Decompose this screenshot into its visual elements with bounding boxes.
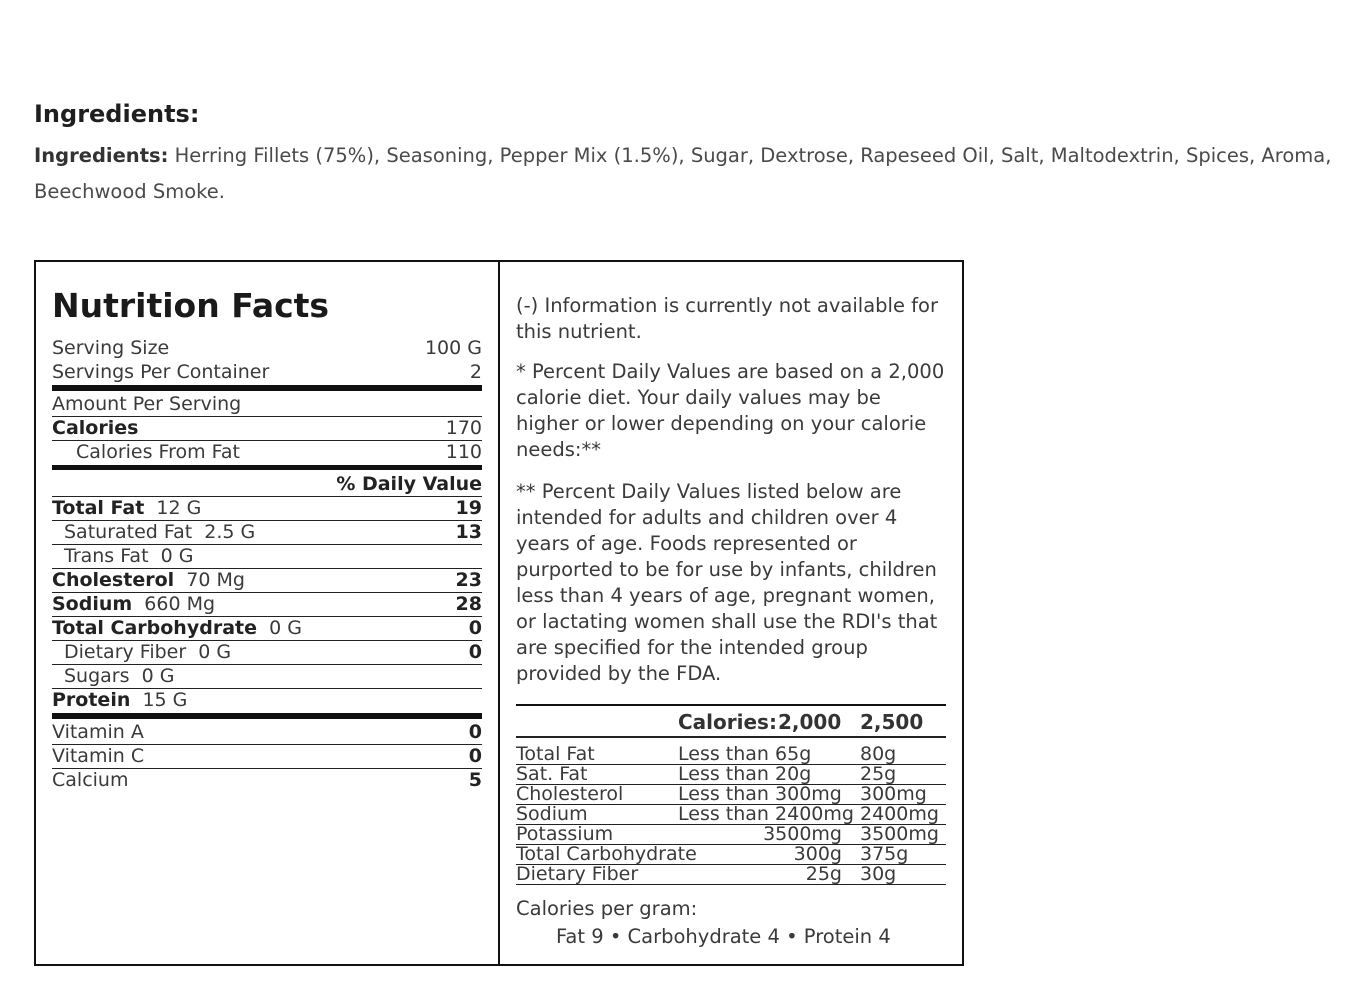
footnote-divider	[516, 704, 946, 706]
footnote-row	[516, 764, 946, 785]
vitamin-dv: 0	[468, 721, 482, 743]
footnote-row	[516, 784, 946, 805]
ingredients-list: Herring Fillets (75%), Seasoning, Pepper Mix (1.5%), Sugar, Dextrose, Rapeseed Oil, Salt, Maltodextrin, Spices, Aroma, Beechwood Smoke.	[34, 144, 1332, 203]
daily-values-note: * Percent Daily Values are based on a 2,000 calorie diet. Your daily values may be higher or lower depending on your calorie needs:**	[516, 360, 945, 461]
vitamin-row	[52, 768, 482, 792]
nutrient-amount: 15 G	[142, 689, 188, 711]
footnote-nutrient: Potassium	[516, 823, 614, 845]
nutrient-row	[52, 688, 482, 712]
footnote-qualifier: Less than 2400mg	[678, 803, 854, 825]
footnote-qualifier: Less than 300mg	[678, 783, 842, 805]
servings-value: 2	[469, 361, 482, 383]
nutrient-row	[52, 568, 482, 593]
nutrient-amount: 2.5 G	[204, 521, 256, 543]
ingredients-heading: Ingredients:	[34, 100, 200, 128]
nutrient-name: Trans Fat	[64, 545, 149, 567]
thick-divider	[52, 713, 482, 719]
vitamin-name: Vitamin A	[52, 721, 144, 743]
vitamin-name: Vitamin C	[52, 745, 145, 767]
vitamin-row	[52, 720, 482, 745]
daily-value-header-row	[52, 472, 482, 497]
nutrient-name: Protein	[52, 689, 131, 711]
vitamin-row	[52, 744, 482, 769]
nutrient-name: Dietary Fiber	[64, 641, 187, 663]
serving-size-value: 100 G	[424, 337, 482, 359]
nutrient-row	[52, 496, 482, 521]
footnote-2500-value: 300mg	[860, 783, 927, 805]
nutrition-facts-title: Nutrition Facts	[52, 286, 330, 325]
header-calories: Calories:	[678, 710, 777, 734]
nutrient-row	[52, 640, 482, 665]
footnote-qualifier: Less than 20g	[678, 763, 812, 785]
medium-divider	[52, 465, 482, 470]
nutrient-name: Sodium	[52, 593, 133, 615]
footnote-2500-value: 30g	[860, 863, 897, 885]
serving-size-label: Serving Size	[52, 337, 170, 359]
thick-divider	[52, 385, 482, 391]
footnote-row	[516, 844, 946, 865]
header-2500: 2,500	[860, 710, 924, 734]
calories-row	[52, 416, 482, 441]
servings-label: Servings Per Container	[52, 361, 270, 383]
calories-value: 170	[445, 417, 482, 439]
daily-value-header: % Daily Value	[336, 473, 482, 495]
ingredients-text	[34, 138, 1334, 210]
calories-per-gram-label: Calories per gram:	[516, 897, 698, 920]
footnote-2000-value: 25g	[805, 863, 842, 885]
nutrient-name: Sugars	[64, 665, 130, 687]
footnote-2500-value: 2400mg	[860, 803, 939, 825]
footnote-nutrient: Total Fat	[516, 743, 595, 765]
nutrient-dv: 23	[455, 569, 482, 591]
nutrient-row	[52, 544, 482, 569]
amount-per-serving-label: Amount Per Serving	[52, 393, 242, 415]
nutrient-amount: 0 G	[269, 617, 302, 639]
footnote-row	[516, 744, 946, 765]
calories-from-fat-label: Calories From Fat	[76, 441, 240, 463]
footnote-nutrient: Cholesterol	[516, 783, 624, 805]
calories-per-gram-values: Fat 9 • Carbohydrate 4 • Protein 4	[556, 925, 891, 948]
daily-values-age-note: ** Percent Daily Values listed below are intended for adults and children over 4 years of age. Foods represented or purported to be for use by infants, children less than 4 years of age, pregnant women, or lactating women shall use the RDI's that are specified for the intended group provided by the FDA.	[516, 480, 938, 685]
nutrient-name: Saturated Fat	[64, 521, 193, 543]
nutrient-amount: 0 G	[160, 545, 194, 567]
vitamin-dv: 0	[468, 745, 482, 767]
servings-per-container-row	[52, 360, 482, 384]
nutrient-dv: 19	[455, 497, 482, 519]
ingredients-label: Ingredients:	[34, 144, 169, 167]
nutrient-row	[52, 664, 482, 689]
nutrient-row	[52, 520, 482, 545]
nutrient-amount: 660 Mg	[144, 593, 216, 615]
footnote-table-header	[516, 710, 946, 738]
vitamin-dv: 5	[468, 769, 482, 791]
serving-size-row	[52, 336, 482, 360]
nutrient-dv: 28	[455, 593, 482, 615]
nutrient-amount: 12 G	[156, 497, 202, 519]
nutrient-row	[52, 592, 482, 617]
footnote-row	[516, 824, 946, 845]
header-2000: 2,000	[778, 710, 842, 734]
nutrient-dv: 13	[455, 521, 482, 543]
footnote-2000-value: 300g	[793, 843, 842, 865]
nutrient-amount: 70 Mg	[186, 569, 245, 591]
nutrient-dv: 0	[468, 617, 482, 639]
nutrient-dv: 0	[468, 641, 482, 663]
nutrient-name: Total Carbohydrate	[52, 617, 257, 639]
footnote-2000-value: 3500mg	[763, 823, 842, 845]
nutrient-row	[52, 616, 482, 641]
calories-from-fat-value: 110	[445, 441, 482, 463]
unavailable-note: (-) Information is currently not available for this nutrient.	[516, 294, 938, 343]
vitamin-name: Calcium	[52, 769, 129, 791]
amount-per-serving-row	[52, 392, 482, 417]
nutrient-name: Total Fat	[52, 497, 145, 519]
footnote-2500-value: 3500mg	[860, 823, 939, 845]
nutrient-amount: 0 G	[141, 665, 175, 687]
footnote-row	[516, 804, 946, 825]
calories-from-fat-row	[52, 440, 482, 464]
footnote-nutrient: Sat. Fat	[516, 763, 588, 785]
footnote-nutrient: Total Carbohydrate	[516, 843, 697, 865]
nutrient-name: Cholesterol	[52, 569, 175, 591]
footnote-2500-value: 80g	[860, 743, 897, 765]
footnote-qualifier: Less than 65g	[678, 743, 812, 765]
footnote-nutrient: Dietary Fiber	[516, 863, 639, 885]
footnote-2500-value: 375g	[860, 843, 909, 865]
footnote-row	[516, 864, 946, 885]
nutrient-amount: 0 G	[198, 641, 232, 663]
footnote-2500-value: 25g	[860, 763, 897, 785]
calories-label: Calories	[52, 417, 139, 439]
footnote-nutrient: Sodium	[516, 803, 588, 825]
